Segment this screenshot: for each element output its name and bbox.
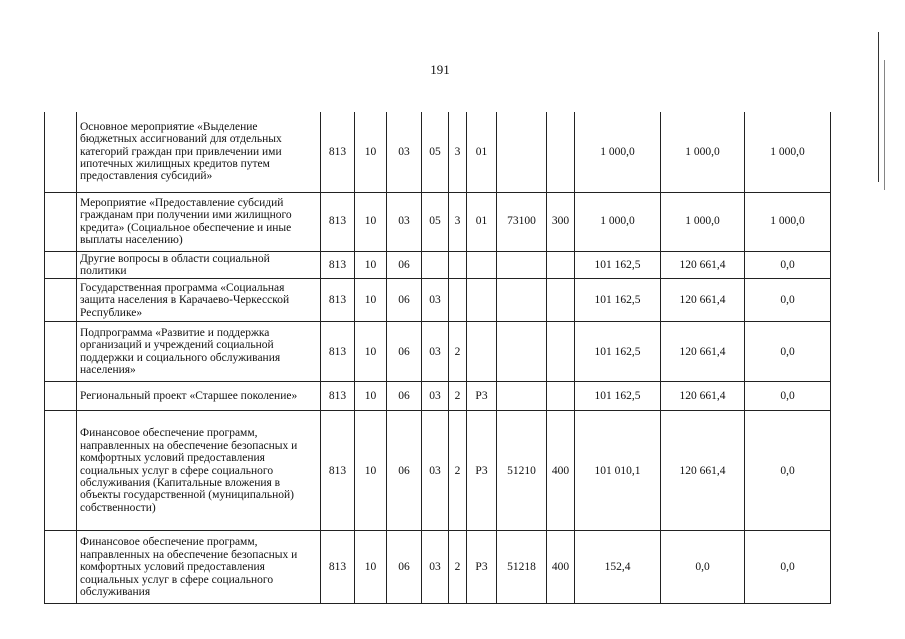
cell-sum1: 1 000,0 [575, 112, 661, 192]
cell-grbs: 813 [321, 322, 355, 382]
cell-cs4: 51218 [497, 531, 547, 604]
row-name-cell: Мероприятие «Предоставление субсидий гражданам при получении ими жилищного кредита» (Социальное обеспечение и иные выплаты населению) [77, 192, 321, 251]
cell-sum3: 0,0 [745, 411, 831, 531]
cell-cs2: 2 [449, 382, 467, 411]
cell-rz: 10 [355, 279, 387, 322]
cell-sum2: 120 661,4 [661, 382, 745, 411]
table-row [45, 531, 831, 604]
cell-pr: 06 [387, 531, 422, 604]
cell-grbs: 813 [321, 531, 355, 604]
cell-vr [547, 251, 575, 279]
row-number-cell [45, 192, 77, 251]
cell-pr: 06 [387, 251, 422, 279]
row-name-cell: Финансовое обеспечение программ, направленных на обеспечение безопасных и комфортных условий предоставления социальных услуг в сфере социального обслуживания [77, 531, 321, 604]
cell-cs4: 73100 [497, 192, 547, 251]
row-name-cell: Основное мероприятие «Выделение бюджетных ассигнований для отдельных категорий граждан при привлечении ими ипотечных жилищных кредитов путем предоставления субсидий» [77, 112, 321, 192]
cell-sum2: 120 661,4 [661, 322, 745, 382]
cell-rz: 10 [355, 251, 387, 279]
cell-sum2: 120 661,4 [661, 411, 745, 531]
cell-rz: 10 [355, 112, 387, 192]
table-row [45, 382, 831, 411]
cell-sum2: 1 000,0 [661, 112, 745, 192]
cell-cs2 [449, 251, 467, 279]
cell-cs1: 03 [422, 382, 449, 411]
cell-sum2: 120 661,4 [661, 251, 745, 279]
cell-sum1: 101 162,5 [575, 251, 661, 279]
cell-sum1: 1 000,0 [575, 192, 661, 251]
cell-pr: 06 [387, 411, 422, 531]
cell-vr: 400 [547, 411, 575, 531]
cell-cs1 [422, 251, 449, 279]
cell-cs3: 01 [467, 192, 497, 251]
cell-cs3 [467, 279, 497, 322]
row-number-cell [45, 382, 77, 411]
cell-rz: 10 [355, 531, 387, 604]
cell-cs4 [497, 322, 547, 382]
cell-cs4 [497, 112, 547, 192]
row-number-cell [45, 531, 77, 604]
cell-sum3: 0,0 [745, 279, 831, 322]
cell-sum1: 101 162,5 [575, 382, 661, 411]
row-name-cell: Государственная программа «Социальная защита населения в Карачаево-Черкесской Республике» [77, 279, 321, 322]
cell-cs3 [467, 322, 497, 382]
row-name-cell: Финансовое обеспечение программ, направленных на обеспечение безопасных и комфортных условий предоставления социальных услуг в сфере социального обслуживания (Капитальные вложения в объекты государственной (муниципальной) собственности) [77, 411, 321, 531]
cell-sum3: 0,0 [745, 531, 831, 604]
cell-cs2: 2 [449, 322, 467, 382]
row-number-cell [45, 411, 77, 531]
table-row [45, 411, 831, 531]
scan-edge-line [878, 32, 879, 182]
row-name-cell: Региональный проект «Старшее поколение» [77, 382, 321, 411]
cell-pr: 03 [387, 112, 422, 192]
cell-cs2: 3 [449, 112, 467, 192]
cell-cs1: 05 [422, 192, 449, 251]
page-number: 191 [430, 62, 450, 77]
cell-vr: 300 [547, 192, 575, 251]
cell-cs2: 3 [449, 192, 467, 251]
cell-rz: 10 [355, 411, 387, 531]
cell-grbs: 813 [321, 279, 355, 322]
cell-cs1: 03 [422, 322, 449, 382]
cell-sum2: 1 000,0 [661, 192, 745, 251]
cell-cs1: 03 [422, 279, 449, 322]
row-name-cell: Другие вопросы в области социальной политики [77, 251, 321, 279]
cell-cs2: 2 [449, 411, 467, 531]
cell-cs1: 03 [422, 411, 449, 531]
cell-cs2 [449, 279, 467, 322]
cell-cs3: P3 [467, 382, 497, 411]
cell-sum2: 0,0 [661, 531, 745, 604]
table-row [45, 322, 831, 382]
cell-cs3 [467, 251, 497, 279]
cell-pr: 03 [387, 192, 422, 251]
table-row [45, 251, 831, 279]
cell-vr [547, 112, 575, 192]
cell-cs3: 01 [467, 112, 497, 192]
cell-grbs: 813 [321, 192, 355, 251]
cell-rz: 10 [355, 192, 387, 251]
cell-vr: 400 [547, 531, 575, 604]
row-number-cell [45, 112, 77, 192]
cell-sum3: 0,0 [745, 382, 831, 411]
cell-cs3: P3 [467, 411, 497, 531]
cell-cs3: P3 [467, 531, 497, 604]
row-number-cell [45, 251, 77, 279]
cell-pr: 06 [387, 279, 422, 322]
cell-sum1: 101 162,5 [575, 279, 661, 322]
cell-vr [547, 279, 575, 322]
table-row [45, 192, 831, 251]
cell-pr: 06 [387, 382, 422, 411]
cell-grbs: 813 [321, 382, 355, 411]
table-row [45, 112, 831, 192]
cell-sum3: 1 000,0 [745, 112, 831, 192]
cell-vr [547, 382, 575, 411]
cell-sum3: 0,0 [745, 251, 831, 279]
cell-sum3: 0,0 [745, 322, 831, 382]
row-number-cell [45, 322, 77, 382]
cell-sum3: 1 000,0 [745, 192, 831, 251]
row-number-cell [45, 279, 77, 322]
cell-rz: 10 [355, 322, 387, 382]
cell-cs4 [497, 279, 547, 322]
cell-cs1: 05 [422, 112, 449, 192]
cell-pr: 06 [387, 322, 422, 382]
cell-rz: 10 [355, 382, 387, 411]
cell-grbs: 813 [321, 411, 355, 531]
table-row [45, 279, 831, 322]
scan-edge-line [884, 60, 885, 190]
cell-cs1: 03 [422, 531, 449, 604]
cell-cs4: 51210 [497, 411, 547, 531]
cell-sum1: 101 010,1 [575, 411, 661, 531]
cell-cs4 [497, 382, 547, 411]
row-name-cell: Подпрограмма «Развитие и поддержка организаций и учреждений социальной поддержки и социального обслуживания населения» [77, 322, 321, 382]
cell-grbs: 813 [321, 251, 355, 279]
cell-cs2: 2 [449, 531, 467, 604]
cell-sum2: 120 661,4 [661, 279, 745, 322]
budget-table [44, 112, 831, 604]
cell-grbs: 813 [321, 112, 355, 192]
cell-sum1: 101 162,5 [575, 322, 661, 382]
cell-sum1: 152,4 [575, 531, 661, 604]
cell-vr [547, 322, 575, 382]
cell-cs4 [497, 251, 547, 279]
